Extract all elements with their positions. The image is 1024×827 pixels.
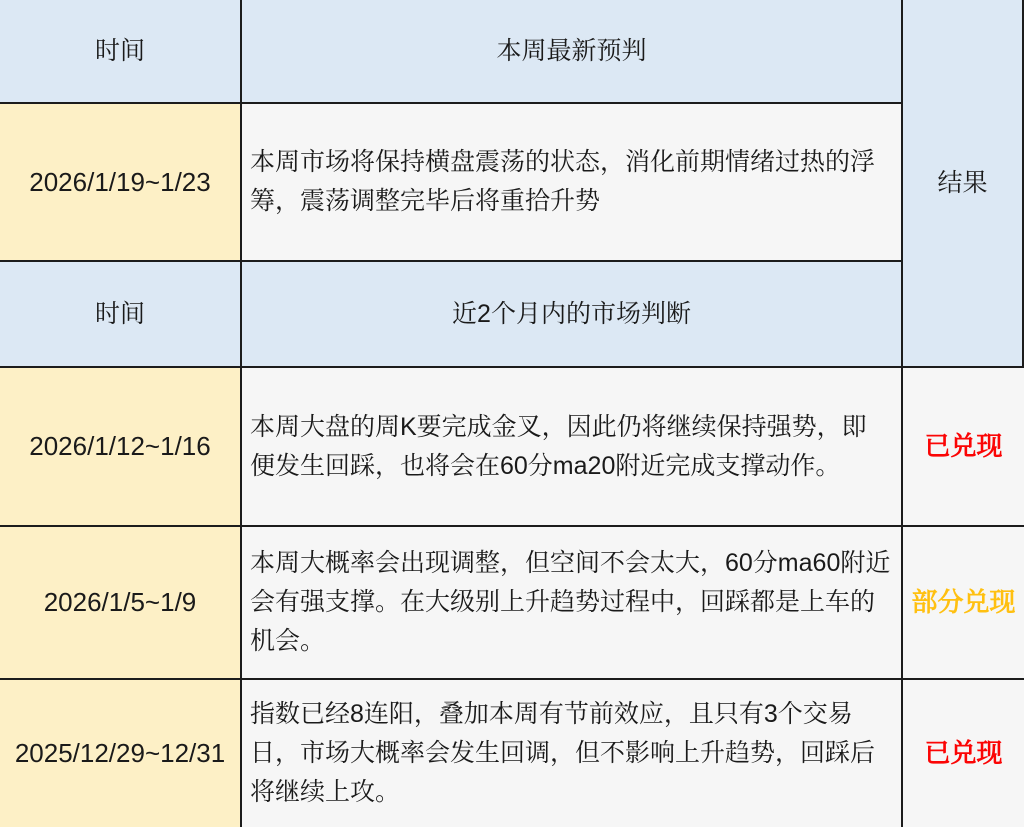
history-prediction-cell: 本周大概率会出现调整，但空间不会太大，60分ma60附近会有强支撑。在大级别上升趋势过程中，回踩都是上车的机会。 xyxy=(242,527,903,680)
history-result-badge: 部分兑现 xyxy=(903,527,1024,680)
latest-date-cell: 2026/1/19~1/23 xyxy=(0,104,242,262)
history-header-prediction-label: 近2个月内的市场判断 xyxy=(242,262,903,368)
latest-prediction-cell: 本周市场将保持横盘震荡的状态，消化前期情绪过热的浮筹，震荡调整完毕后将重拾升势 xyxy=(242,104,903,262)
history-date-cell: 2025/12/29~12/31 xyxy=(0,680,242,827)
history-date-cell: 2026/1/5~1/9 xyxy=(0,527,242,680)
history-result-badge: 已兑现 xyxy=(903,368,1024,527)
header-time-label: 时间 xyxy=(0,0,242,104)
history-header-time-label: 时间 xyxy=(0,262,242,368)
history-date-cell: 2026/1/12~1/16 xyxy=(0,368,242,527)
history-prediction-cell: 本周大盘的周K要完成金叉，因此仍将继续保持强势，即便发生回踩，也将会在60分ma20附近完成支撑动作。 xyxy=(242,368,903,527)
history-result-badge: 已兑现 xyxy=(903,680,1024,827)
header-latest-prediction-label: 本周最新预判 xyxy=(242,0,903,104)
history-prediction-cell: 指数已经8连阳，叠加本周有节前效应，且只有3个交易日，市场大概率会发生回调，但不影响上升趋势，回踩后将继续上攻。 xyxy=(242,680,903,827)
header-result-label: 结果 xyxy=(903,0,1024,368)
